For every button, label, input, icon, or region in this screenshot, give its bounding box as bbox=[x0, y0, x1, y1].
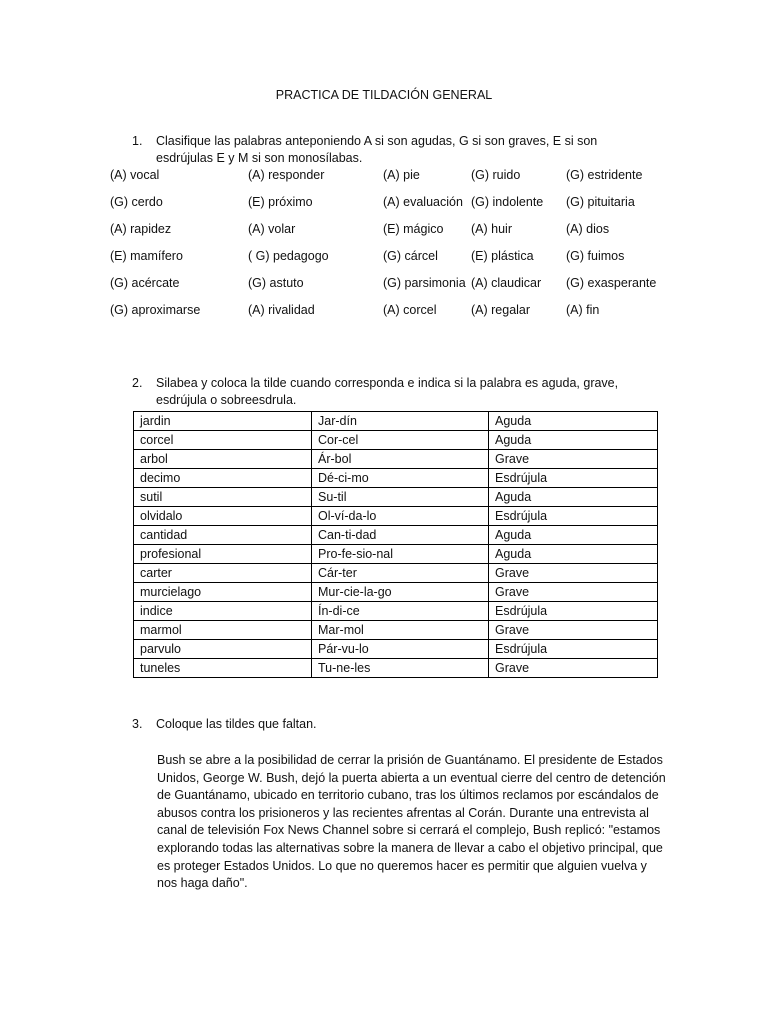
syllables-cell: Cor-cel bbox=[312, 431, 489, 450]
question-2-text: Silabea y coloca la tilde cuando corresponda e indica si la palabra es aguda, grave, esdrújula o sobreesdrula. bbox=[156, 376, 619, 407]
syllables-cell: Pro-fe-sio-nal bbox=[312, 545, 489, 564]
question-1-number: 1. bbox=[132, 134, 143, 148]
syllable-table bbox=[133, 411, 658, 678]
word-item: (A) dios bbox=[566, 222, 610, 236]
word-cell: carter bbox=[134, 564, 312, 583]
classification-cell: Esdrújula bbox=[489, 640, 658, 659]
word-cell: cantidad bbox=[134, 526, 312, 545]
grid-row bbox=[110, 168, 670, 195]
word-item: (A) volar bbox=[248, 222, 296, 236]
table-row bbox=[134, 659, 658, 678]
syllables-cell: Cár-ter bbox=[312, 564, 489, 583]
word-cell: indice bbox=[134, 602, 312, 621]
question-3-number: 3. bbox=[132, 717, 143, 731]
word-item: (G) estridente bbox=[566, 168, 643, 182]
classification-cell: Esdrújula bbox=[489, 602, 658, 621]
grid-row bbox=[110, 249, 670, 276]
table-row bbox=[134, 488, 658, 507]
word-item: (A) pie bbox=[383, 168, 420, 182]
classification-cell: Grave bbox=[489, 564, 658, 583]
word-item: (G) ruido bbox=[471, 168, 521, 182]
table-row bbox=[134, 640, 658, 659]
question-1 bbox=[132, 133, 632, 167]
classification-cell: Aguda bbox=[489, 545, 658, 564]
syllables-cell: Jar-dín bbox=[312, 412, 489, 431]
classification-cell: Esdrújula bbox=[489, 507, 658, 526]
syllables-cell: Can-ti-dad bbox=[312, 526, 489, 545]
word-item: (G) pituitaria bbox=[566, 195, 635, 209]
classification-cell: Esdrújula bbox=[489, 469, 658, 488]
table-row bbox=[134, 583, 658, 602]
word-cell: murcielago bbox=[134, 583, 312, 602]
classification-cell: Grave bbox=[489, 659, 658, 678]
syllables-cell: Pár-vu-lo bbox=[312, 640, 489, 659]
word-item: (A) corcel bbox=[383, 303, 437, 317]
table-row bbox=[134, 469, 658, 488]
word-item: (G) exasperante bbox=[566, 276, 657, 290]
classification-cell: Aguda bbox=[489, 488, 658, 507]
syllables-cell: Ol-ví-da-lo bbox=[312, 507, 489, 526]
classification-cell: Aguda bbox=[489, 412, 658, 431]
word-item: (A) fin bbox=[566, 303, 600, 317]
word-cell: decimo bbox=[134, 469, 312, 488]
word-item: (E) mágico bbox=[383, 222, 444, 236]
table-row bbox=[134, 545, 658, 564]
word-item: (G) parsimonia bbox=[383, 276, 466, 290]
word-item: (G) astuto bbox=[248, 276, 304, 290]
classification-cell: Grave bbox=[489, 450, 658, 469]
word-item: (A) rivalidad bbox=[248, 303, 315, 317]
grid-row bbox=[110, 222, 670, 249]
word-cell: marmol bbox=[134, 621, 312, 640]
word-item: (E) plástica bbox=[471, 249, 534, 263]
word-item: (A) responder bbox=[248, 168, 325, 182]
classification-cell: Aguda bbox=[489, 431, 658, 450]
word-item: (A) vocal bbox=[110, 168, 160, 182]
word-item: (A) rapidez bbox=[110, 222, 172, 236]
syllables-cell: Su-til bbox=[312, 488, 489, 507]
word-cell: jardin bbox=[134, 412, 312, 431]
word-item: (A) huir bbox=[471, 222, 512, 236]
classification-cell: Grave bbox=[489, 621, 658, 640]
question-3-text: Coloque las tildes que faltan. bbox=[156, 717, 317, 731]
syllables-cell: Mar-mol bbox=[312, 621, 489, 640]
table-row bbox=[134, 431, 658, 450]
table-row bbox=[134, 621, 658, 640]
word-item: (E) próximo bbox=[248, 195, 313, 209]
table-row bbox=[134, 564, 658, 583]
table-row bbox=[134, 602, 658, 621]
word-cell: profesional bbox=[134, 545, 312, 564]
word-cell: parvulo bbox=[134, 640, 312, 659]
word-item: (G) cárcel bbox=[383, 249, 438, 263]
classification-cell: Grave bbox=[489, 583, 658, 602]
question-2-number: 2. bbox=[132, 376, 143, 390]
word-cell: olvidalo bbox=[134, 507, 312, 526]
syllables-cell: Ár-bol bbox=[312, 450, 489, 469]
word-cell: arbol bbox=[134, 450, 312, 469]
page-title: PRACTICA DE TILDACIÓN GENERAL bbox=[275, 88, 493, 102]
classification-grid bbox=[110, 168, 670, 330]
syllables-cell: Mur-cie-la-go bbox=[312, 583, 489, 602]
word-cell: tuneles bbox=[134, 659, 312, 678]
word-item: (G) fuimos bbox=[566, 249, 625, 263]
word-item: (G) acércate bbox=[110, 276, 180, 290]
question-1-text: Clasifique las palabras anteponiendo A si son agudas, G si son graves, E si son esdrújulas E y M si son monosílabas. bbox=[156, 134, 598, 165]
word-item: (G) indolente bbox=[471, 195, 544, 209]
syllables-cell: Dé-ci-mo bbox=[312, 469, 489, 488]
syllables-cell: Ín-di-ce bbox=[312, 602, 489, 621]
word-item: (A) evaluación bbox=[383, 195, 463, 209]
table-row bbox=[134, 526, 658, 545]
table-row bbox=[134, 450, 658, 469]
word-item: (A) claudicar bbox=[471, 276, 542, 290]
table-row bbox=[134, 412, 658, 431]
word-item: (G) aproximarse bbox=[110, 303, 201, 317]
grid-row bbox=[110, 195, 670, 222]
word-cell: sutil bbox=[134, 488, 312, 507]
grid-row bbox=[110, 303, 670, 330]
question-2 bbox=[132, 375, 632, 409]
syllables-cell: Tu-ne-les bbox=[312, 659, 489, 678]
grid-row bbox=[110, 276, 670, 303]
question-3 bbox=[132, 716, 632, 733]
word-item: (G) cerdo bbox=[110, 195, 163, 209]
word-cell: corcel bbox=[134, 431, 312, 450]
table-row bbox=[134, 507, 658, 526]
word-item: (A) regalar bbox=[471, 303, 531, 317]
word-item: ( G) pedagogo bbox=[248, 249, 329, 263]
classification-cell: Aguda bbox=[489, 526, 658, 545]
news-paragraph: Bush se abre a la posibilidad de cerrar la prisión de Guantánamo. El presidente de Estados Unidos, George W. Bush, dejó la puerta abierta a un eventual cierre del centro de detención de Guantánamo, ubicado en territorio cubano, tras los últimos reclamos por escándalos de abusos contra los prisioneros y las recientes afrentas al Corán. Durante una entrevista al canal de televisión Fox News Channel sobre si cerrará el complejo, Bush replicó: "estamos explorando todas las alternativas sobre la manera de llevar a cabo el objetivo principal, que es proteger Estados Unidos. Lo que no queremos hacer es permitir que alguien vuelva y nos haga daño". bbox=[157, 753, 666, 891]
word-item: (E) mamífero bbox=[110, 249, 183, 263]
